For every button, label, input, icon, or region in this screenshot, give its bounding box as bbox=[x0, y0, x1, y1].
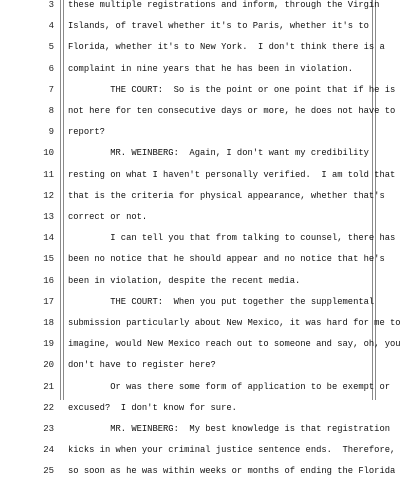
line-number: 25 bbox=[43, 466, 54, 477]
line-text: not here for ten consecutive days or more, he does not have to bbox=[68, 106, 396, 116]
transcript-line bbox=[0, 230, 400, 251]
line-number: 8 bbox=[48, 106, 54, 116]
transcript-line bbox=[0, 294, 400, 315]
line-text: so soon as he was within weeks or months of ending the Florida bbox=[68, 466, 396, 477]
transcript-line bbox=[0, 400, 400, 421]
line-number: 13 bbox=[43, 212, 54, 222]
line-number: 16 bbox=[43, 275, 54, 286]
transcript-line bbox=[0, 315, 400, 336]
transcript-line bbox=[0, 39, 400, 60]
line-number: 6 bbox=[48, 63, 54, 74]
line-number: 15 bbox=[43, 254, 54, 265]
line-text: correct or not. bbox=[68, 212, 148, 222]
transcript-line bbox=[0, 379, 400, 400]
line-number: 4 bbox=[48, 21, 54, 32]
transcript-line bbox=[0, 209, 400, 230]
line-text: I can tell you that from talking to counsel, there has bbox=[68, 233, 396, 244]
line-text: complaint in nine years that he has been in violation. bbox=[68, 63, 354, 74]
line-text: imagine, would New Mexico reach out to someone and say, oh, you bbox=[68, 339, 401, 350]
transcript-line bbox=[0, 442, 400, 463]
line-text: don't have to register here? bbox=[68, 360, 216, 371]
line-number: 7 bbox=[48, 84, 54, 95]
line-text: kicks in when your criminal justice sentence ends. Therefore, bbox=[68, 445, 396, 456]
transcript-line bbox=[0, 188, 400, 209]
line-text: THE COURT: When you put together the supplemental bbox=[68, 296, 375, 307]
transcript-line bbox=[0, 145, 400, 166]
line-text: these multiple registrations and inform, through the Virgin bbox=[68, 0, 380, 10]
line-text: Islands, of travel whether it's to Paris, whether it's to bbox=[68, 21, 369, 32]
line-text: Florida, whether it's to New York. I don't think there is a bbox=[68, 42, 385, 53]
transcript-line bbox=[0, 61, 400, 82]
transcript-line bbox=[0, 421, 400, 442]
line-text: excused? I don't know for sure. bbox=[68, 402, 237, 413]
line-number: 22 bbox=[43, 402, 54, 413]
line-text: Or was there some form of application to be exempt or bbox=[68, 381, 391, 392]
line-number: 23 bbox=[43, 424, 54, 434]
line-number: 3 bbox=[48, 0, 54, 10]
transcript-line bbox=[0, 167, 400, 188]
line-text: report? bbox=[68, 127, 105, 138]
transcript-line bbox=[0, 336, 400, 357]
transcript-line bbox=[0, 18, 400, 39]
line-text: that is the criteria for physical appearance, whether that's bbox=[68, 190, 385, 201]
line-text: been in violation, despite the recent media. bbox=[68, 275, 301, 286]
line-number: 19 bbox=[43, 339, 54, 350]
transcript-line bbox=[0, 251, 400, 272]
transcript-line bbox=[0, 103, 400, 124]
transcript-line bbox=[0, 357, 400, 378]
transcript-line bbox=[0, 82, 400, 103]
transcript-line bbox=[0, 463, 400, 484]
line-number: 24 bbox=[43, 445, 54, 456]
line-text: submission particularly about New Mexico, it was hard for me to bbox=[68, 318, 401, 328]
transcript-line bbox=[0, 124, 400, 145]
line-number: 12 bbox=[43, 190, 54, 201]
line-number: 21 bbox=[43, 381, 54, 392]
line-text: been no notice that he should appear and no notice that he's bbox=[68, 254, 385, 265]
line-number: 20 bbox=[43, 360, 54, 371]
transcript-line bbox=[0, 273, 400, 294]
transcript-line bbox=[0, 0, 400, 18]
line-number: 14 bbox=[43, 233, 54, 244]
line-number: 9 bbox=[48, 127, 54, 138]
line-number: 11 bbox=[43, 169, 54, 180]
line-number: 18 bbox=[43, 318, 54, 328]
line-number: 5 bbox=[48, 42, 54, 53]
line-text: MR. WEINBERG: My best knowledge is that registration bbox=[68, 424, 391, 434]
line-text: THE COURT: So is the point or one point that if he is bbox=[68, 84, 396, 95]
line-text: resting on what I haven't personally verified. I am told that bbox=[68, 169, 396, 180]
line-number: 17 bbox=[43, 296, 54, 307]
line-text: MR. WEINBERG: Again, I don't want my credibility bbox=[68, 148, 369, 159]
line-number: 10 bbox=[43, 148, 54, 159]
